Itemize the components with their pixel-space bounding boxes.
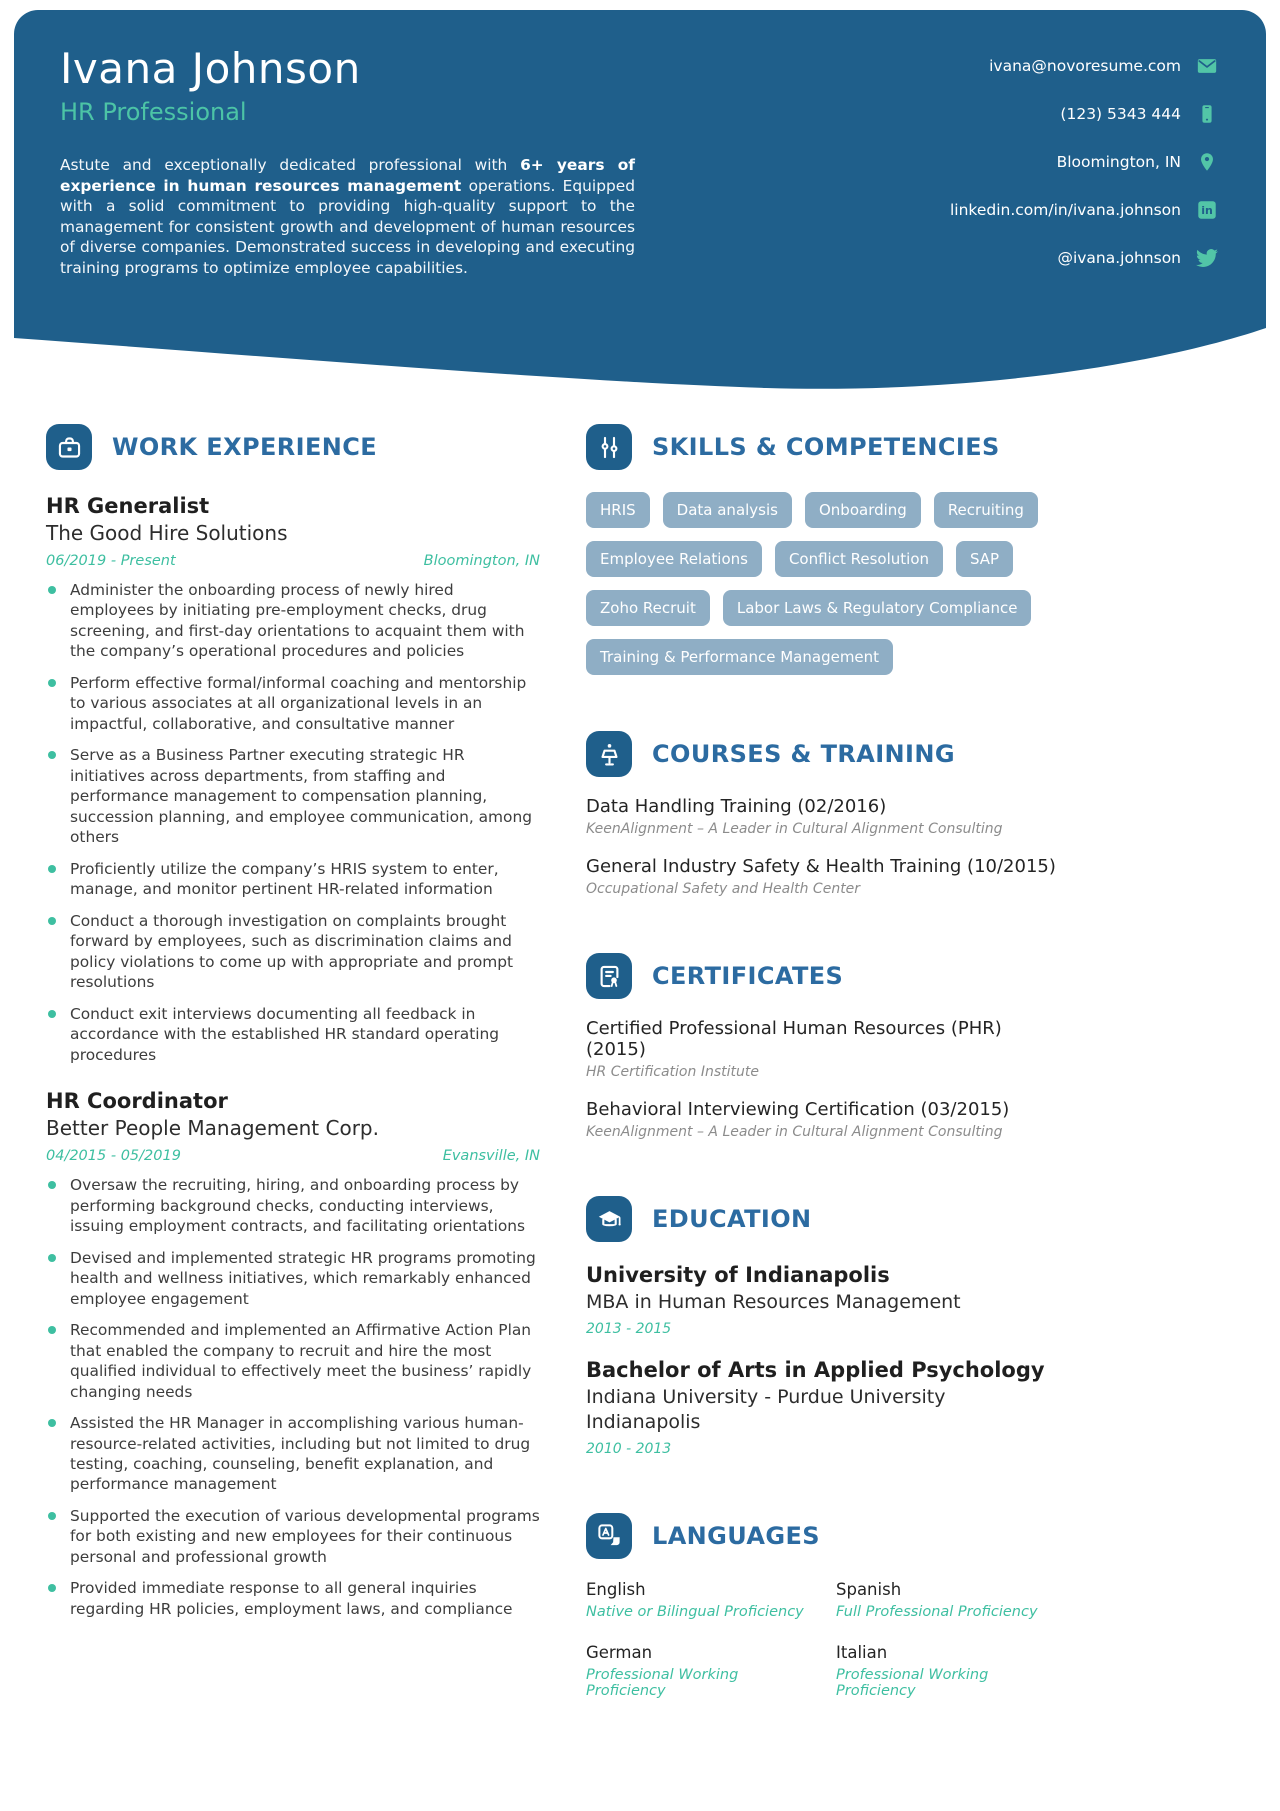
section-courses bbox=[586, 731, 1062, 897]
skill-tag: SAP bbox=[956, 541, 1013, 577]
language-item bbox=[836, 1643, 1062, 1699]
skill-tag: Zoho Recruit bbox=[586, 590, 710, 626]
translate-icon bbox=[586, 1513, 632, 1559]
skill-tag-row bbox=[586, 492, 1062, 528]
language-proficiency: Professional Working Proficiency bbox=[836, 1666, 989, 1699]
course-item-provider: Occupational Safety and Health Center bbox=[586, 881, 861, 897]
certificate-item-provider: HR Certification Institute bbox=[586, 1064, 759, 1080]
linkedin-icon bbox=[1196, 199, 1218, 221]
summary-text: Astute and exceptionally dedicated professional with bbox=[60, 156, 521, 175]
skills-head-icon bbox=[586, 424, 632, 470]
skill-tag-row bbox=[586, 639, 1062, 675]
skill-tag: HRIS bbox=[586, 492, 650, 528]
contact-label: ivana@novoresume.com bbox=[989, 57, 1181, 75]
profile-summary bbox=[60, 155, 635, 278]
contact-row bbox=[1057, 247, 1218, 269]
language-name: Italian bbox=[836, 1642, 888, 1662]
certificate-icon bbox=[586, 953, 632, 999]
job-bullets bbox=[46, 1175, 540, 1619]
bullet-item: Proficiently utilize the company’s HRIS system to enter, manage, and monitor pertinent HR-related information bbox=[46, 859, 540, 900]
education-dates: 2013 - 2015 bbox=[586, 1321, 672, 1338]
summary-bold-text: 6+ years of experience in human resources management bbox=[60, 156, 636, 195]
bullet-item: Serve as a Business Partner executing strategic HR initiatives across departments, from staffing and performance management to compensation planning, succession planning, and employee communication, among others bbox=[46, 745, 540, 847]
education-item bbox=[586, 1263, 1062, 1337]
job-title: HR Generalist bbox=[46, 494, 210, 518]
education-primary: Bachelor of Arts in Applied Psychology bbox=[586, 1358, 1045, 1383]
certificates-header bbox=[586, 953, 1062, 999]
courses-title: COURSES & TRAINING bbox=[652, 740, 955, 768]
svg-text:in: in bbox=[1201, 204, 1213, 218]
briefcase-icon bbox=[46, 424, 92, 470]
job-dates: 04/2015 - 05/2019 bbox=[46, 1148, 181, 1165]
contact-label: @ivana.johnson bbox=[1057, 249, 1181, 267]
languages-title: LANGUAGES bbox=[652, 1521, 820, 1550]
job-company: The Good Hire Solutions bbox=[46, 521, 288, 545]
section-languages bbox=[586, 1513, 1062, 1699]
course-item-provider: KeenAlignment – A Leader in Cultural Alignment Consulting bbox=[586, 821, 1003, 837]
job-meta bbox=[46, 553, 540, 569]
education-dates: 2010 - 2013 bbox=[586, 1440, 672, 1457]
section-certificates bbox=[586, 953, 1062, 1140]
person-name: Ivana Johnson bbox=[60, 44, 361, 93]
twitter-icon bbox=[1196, 247, 1218, 269]
job-meta bbox=[46, 1148, 540, 1164]
contact-row bbox=[950, 199, 1218, 221]
job-bullets bbox=[46, 580, 540, 1065]
job-dates: 06/2019 - Present bbox=[46, 553, 176, 569]
bullet-item: Recommended and implemented an Affirmative Action Plan that enabled the company to recruit and hire the most qualified individual to effectively meet the business’ rapidly changing needs bbox=[46, 1320, 540, 1402]
job-company: Better People Management Corp. bbox=[46, 1116, 379, 1141]
language-name: German bbox=[586, 1642, 653, 1662]
course-item bbox=[586, 856, 1062, 897]
contact-label: Bloomington, IN bbox=[1056, 153, 1181, 171]
skill-tag: Onboarding bbox=[805, 492, 921, 528]
certificate-item-title: Behavioral Interviewing Certification (03/2015) bbox=[586, 1099, 1010, 1120]
languages-header bbox=[586, 1513, 1062, 1559]
education-title: EDUCATION bbox=[652, 1205, 812, 1233]
section-education bbox=[586, 1196, 1062, 1457]
job-entry bbox=[46, 494, 540, 1065]
certificate-item-title: Certified Professional Human Resources (PHR) (2015) bbox=[586, 1018, 1002, 1060]
header-wave-shape bbox=[14, 320, 1266, 398]
job-location: Evansville, IN bbox=[442, 1148, 540, 1165]
section-skills bbox=[586, 424, 1062, 675]
skills-header bbox=[586, 424, 1062, 470]
resume-body bbox=[0, 398, 1280, 1755]
location-icon bbox=[1196, 151, 1218, 173]
bullet-item: Assisted the HR Manager in accomplishing various human-resource-related activities, including but not limited to drug testing, coaching, counseling, benefit explanation, and performance management bbox=[46, 1413, 540, 1495]
header-banner bbox=[14, 10, 1266, 320]
graduation-cap-icon bbox=[586, 1196, 632, 1242]
skill-tag-row bbox=[586, 541, 1062, 577]
education-item bbox=[586, 1358, 1062, 1457]
certificates-title: CERTIFICATES bbox=[652, 962, 844, 990]
certificate-list bbox=[586, 1018, 1062, 1140]
education-secondary: Indiana University - Purdue University Indianapolis bbox=[586, 1386, 946, 1433]
work-experience-title: WORK EXPERIENCE bbox=[112, 433, 378, 461]
certificate-item-provider: KeenAlignment – A Leader in Cultural Alignment Consulting bbox=[586, 1124, 1003, 1140]
education-secondary: MBA in Human Resources Management bbox=[586, 1291, 961, 1313]
course-item-title: General Industry Safety & Health Training (10/2015) bbox=[586, 856, 1056, 877]
summary-text-end: operations. Equipped with a solid commitment to providing high-quality support to the management for consistent growth and development of human resources of diverse companies. Demonstrated success in developing and executing training programs to optimize employee capabilities. bbox=[60, 176, 635, 277]
bullet-item: Conduct a thorough investigation on complaints brought forward by employees, such as discrimination claims and policy violations to come up with appropriate and prompt resolutions bbox=[46, 911, 540, 993]
skill-tag: Conflict Resolution bbox=[775, 541, 943, 577]
skill-tag: Labor Laws & Regulatory Compliance bbox=[723, 590, 1032, 626]
certificate-item bbox=[586, 1018, 1062, 1080]
language-name: English bbox=[586, 1579, 646, 1599]
phone-icon bbox=[1196, 103, 1218, 125]
contact-row bbox=[1057, 151, 1218, 173]
bullet-item: Provided immediate response to all general inquiries regarding HR policies, employment laws, and compliance bbox=[46, 1578, 540, 1619]
header-identity bbox=[60, 46, 635, 314]
bullet-item: Conduct exit interviews documenting all feedback in accordance with the established HR standard operating procedures bbox=[46, 1004, 540, 1065]
course-list bbox=[586, 796, 1062, 897]
language-proficiency: Full Professional Proficiency bbox=[836, 1603, 1038, 1620]
bullet-item: Supported the execution of various developmental programs for both existing and new employees for their continuous personal and professional growth bbox=[46, 1506, 540, 1567]
skill-tag: Data analysis bbox=[663, 492, 792, 528]
skill-tag-list bbox=[586, 492, 1062, 675]
job-role: HR Professional bbox=[60, 98, 247, 127]
section-work-experience bbox=[46, 424, 540, 1619]
language-proficiency: Professional Working Proficiency bbox=[586, 1666, 739, 1699]
courses-header bbox=[586, 731, 1062, 777]
job-location: Bloomington, IN bbox=[423, 553, 540, 569]
language-item bbox=[586, 1580, 812, 1620]
contact-label: linkedin.com/in/ivana.johnson bbox=[949, 201, 1181, 219]
left-column bbox=[46, 424, 540, 1755]
language-item bbox=[586, 1643, 812, 1699]
skill-tag: Recruiting bbox=[934, 492, 1038, 528]
language-proficiency: Native or Bilingual Proficiency bbox=[586, 1603, 804, 1620]
contact-list bbox=[950, 46, 1218, 314]
lectern-icon bbox=[586, 731, 632, 777]
contact-row bbox=[1060, 103, 1218, 125]
skill-tag: Employee Relations bbox=[586, 541, 762, 577]
contact-row bbox=[989, 55, 1218, 77]
course-item-title: Data Handling Training (02/2016) bbox=[586, 796, 887, 817]
email-icon bbox=[1196, 55, 1218, 77]
education-primary: University of Indianapolis bbox=[586, 1263, 890, 1287]
bullet-item: Oversaw the recruiting, hiring, and onboarding process by performing background checks, conducting interviews, issuing employment contracts, and facilitating orientations bbox=[46, 1175, 540, 1236]
resume-header bbox=[0, 0, 1280, 320]
language-grid bbox=[586, 1580, 1062, 1699]
education-header bbox=[586, 1196, 1062, 1242]
work-experience-header bbox=[46, 424, 540, 470]
skills-title: SKILLS & COMPETENCIES bbox=[652, 433, 1000, 461]
job-list bbox=[46, 494, 540, 1619]
language-item bbox=[836, 1580, 1062, 1620]
language-name: Spanish bbox=[836, 1579, 902, 1599]
job-title: HR Coordinator bbox=[46, 1089, 228, 1114]
bullet-item: Administer the onboarding process of newly hired employees by initiating pre-employment checks, drug screening, and first-day orientations to acquaint them with the company’s operational procedures and policies bbox=[46, 580, 540, 662]
skill-tag-row bbox=[586, 590, 1062, 626]
bullet-item: Devised and implemented strategic HR programs promoting health and wellness initiatives, which remarkably enhanced employee engagement bbox=[46, 1248, 540, 1309]
right-column bbox=[586, 424, 1062, 1755]
certificate-item bbox=[586, 1099, 1062, 1140]
skill-tag: Training & Performance Management bbox=[586, 639, 893, 675]
job-entry bbox=[46, 1089, 540, 1619]
education-list bbox=[586, 1263, 1062, 1457]
contact-label: (123) 5343 444 bbox=[1060, 105, 1181, 123]
course-item bbox=[586, 796, 1062, 837]
bullet-item: Perform effective formal/informal coaching and mentorship to various associates at all organizational levels in an impactful, collaborative, and consultative manner bbox=[46, 673, 540, 734]
